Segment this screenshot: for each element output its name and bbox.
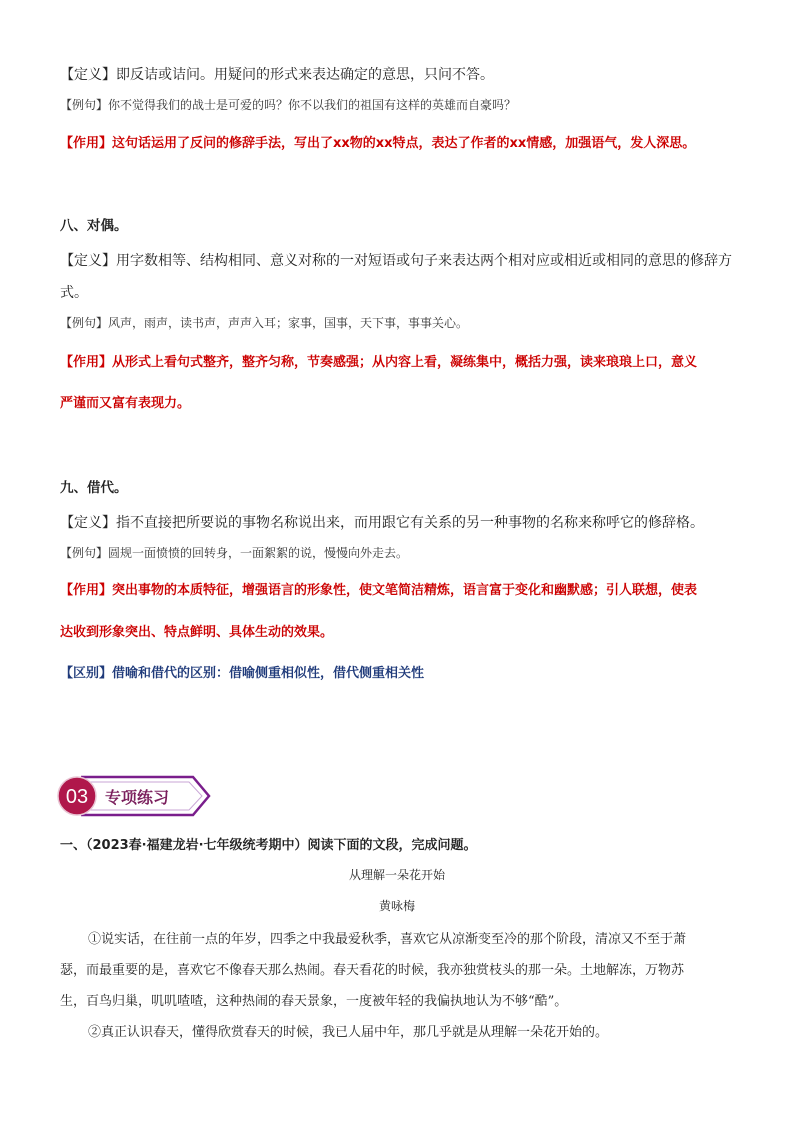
paragraph-1-line-3: 生，百鸟归巢，叽叽喳喳，这种热闹的春天景象，一度被年轻的我偏执地认为不够“酷”。	[60, 994, 568, 1009]
metonymy-heading: 九、借代。	[60, 480, 128, 496]
rhetorical-question-definition: 【定义】即反诘或诘问。用疑问的形式来表达确定的意思，只问不答。	[60, 67, 494, 83]
badge-graphic	[57, 773, 217, 819]
metonymy-function-line1: 【作用】突出事物的本质特征，增强语言的形象性，使文笔简洁精炼，语言富于变化和幽默感；引人联想，使表	[60, 583, 698, 598]
practice-section-badge	[57, 773, 217, 819]
antithesis-heading: 八、对偶。	[60, 218, 128, 234]
passage-author: 黄咏梅	[378, 899, 415, 913]
passage-title: 从理解一朵花开始	[348, 868, 445, 882]
metonymy-example: 【例句】圆规一面愤愤的回转身，一面絮絮的说，慢慢向外走去。	[60, 546, 409, 560]
rhetorical-question-example: 【例句】你不觉得我们的战士是可爱的吗？你不以我们的祖国有这样的英雄而自豪吗？	[60, 98, 517, 112]
exercise-question: 一、（2023春·福建龙岩·七年级统考期中）阅读下面的文段，完成问题。	[60, 838, 477, 853]
paragraph-2-line-1: ②真正认识春天，懂得欣赏春天的时候，我已人届中年，那几乎就是从理解一朵花开始的。	[88, 1025, 609, 1040]
metonymy-definition: 【定义】指不直接把所要说的事物名称说出来，而用跟它有关系的另一种事物的名称来称呼它的修辞格。	[60, 515, 704, 531]
metonymy-function-line2: 达收到形象突出、特点鲜明、具体生动的效果。	[60, 625, 334, 640]
antithesis-definition-line1: 【定义】用字数相等、结构相同、意义对称的一对短语或句子来表达两个相对应或相近或相同的意思的修辞方	[60, 253, 732, 269]
rhetorical-question-function: 【作用】这句话运用了反问的修辞手法，写出了xx物的xx特点，表达了作者的xx情感，加强语气，发人深思。	[60, 136, 696, 151]
antithesis-function-line2: 严谨而又富有表现力。	[60, 396, 191, 411]
badge-title: 专项练习	[105, 788, 170, 807]
badge-number: 03	[65, 786, 89, 808]
antithesis-function-line1: 【作用】从形式上看句式整齐，整齐匀称，节奏感强；从内容上看，凝练集中，概括力强，读来琅琅上口，意义	[60, 355, 698, 370]
antithesis-definition-line2: 式。	[60, 285, 88, 301]
paragraph-1-line-1: ①说实话，在往前一点的年岁，四季之中我最爱秋季，喜欢它从凉渐变至冷的那个阶段，清凉又不至于萧	[88, 932, 687, 947]
metonymy-distinction: 【区别】借喻和借代的区别：借喻侧重相似性，借代侧重相关性	[60, 666, 425, 681]
paragraph-1-line-2: 瑟，而最重要的是，喜欢它不像春天那么热闹。春天看花的时候，我亦独赏枝头的那一朵。土地解冻，万物苏	[60, 963, 685, 978]
antithesis-example: 【例句】风声，雨声，读书声，声声入耳；家事，国事，天下事，事事关心。	[60, 316, 469, 330]
